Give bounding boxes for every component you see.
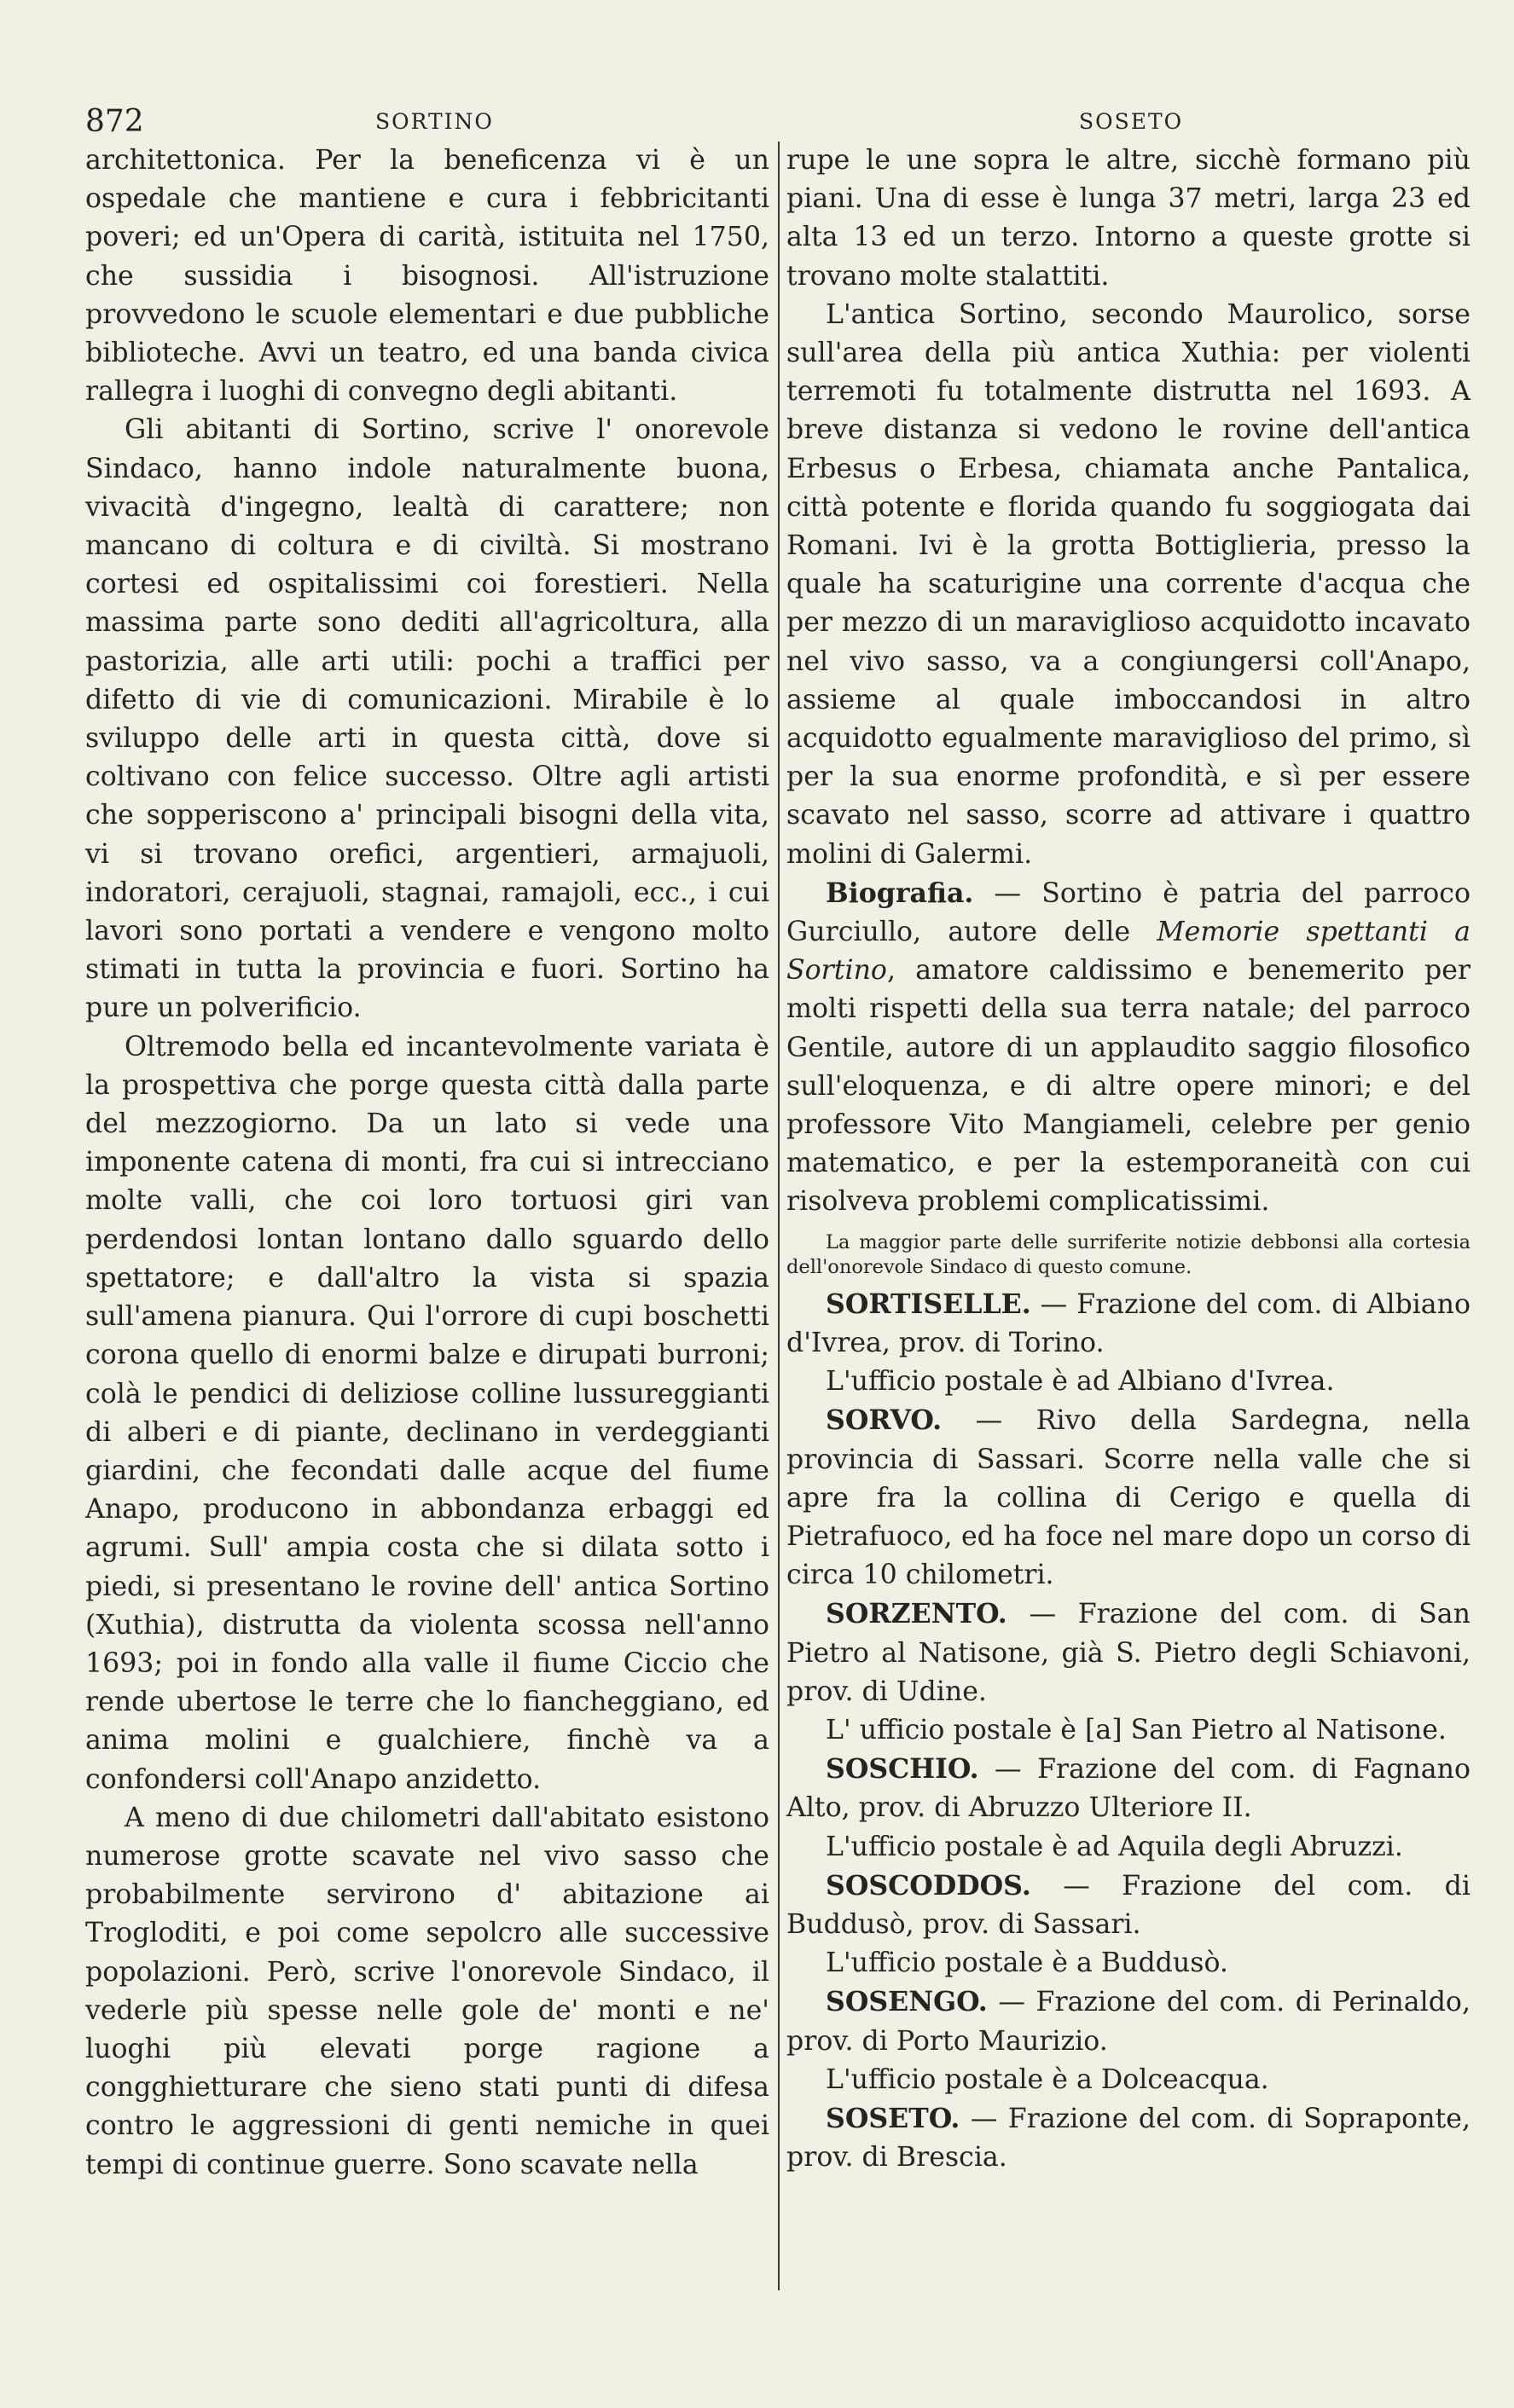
biography-text-b: , amatore caldissimo e benemerito per molti rispetti della sua terra natale; del parroco Gentile, autore di un applaudito saggio filosofico sull'eloquenza, e di altre opere minori; e del professore Vito Mangiameli, celebre per genio matematico, e per la estemporaneità con cui risolveva problemi complicatissimi. (786, 955, 1470, 1218)
entry-text: — Frazione del com. di Albiano d'Ivrea, prov. di Torino. (786, 1288, 1470, 1358)
entry-soscoddos (786, 1867, 1470, 1944)
entry-heading: SORVO. (826, 1404, 943, 1437)
entry-text: — Frazione del com. di San Pietro al Natisone, già S. Pietro degli Schiavoni, prov. di Udine. (786, 1599, 1470, 1707)
entry-text: — Frazione del com. di Sopraponte, prov. di Brescia. (786, 2103, 1470, 2174)
entry-text: — Frazione del com. di Fagnano Alto, prov. di Abruzzo Ulteriore II. (786, 1754, 1470, 1824)
biography-book-title: Memorie spettanti a Sortino (786, 917, 1470, 987)
biography-paragraph (786, 874, 1470, 1222)
entry-text: — Frazione del com. di Perinaldo, prov. di Porto Maurizio. (786, 1987, 1470, 2057)
entry-soschio (786, 1750, 1470, 1827)
entry-soschio-post: L'ufficio postale è ad Aquila degli Abruzzi. (826, 1831, 1403, 1862)
entry-heading: SOSCHIO. (826, 1753, 979, 1786)
biography-label: Biografia. (826, 877, 974, 909)
entry-soscoddos-post: L'ufficio postale è a Buddusò. (826, 1948, 1228, 1979)
biography-text-a: — Sortino è patria del parroco Gurciullo, autore delle (786, 877, 1470, 948)
right-running-head: SOSETO (1079, 109, 1184, 134)
entry-heading: SORZENTO. (826, 1598, 1007, 1630)
entry-sorzento-post: L' ufficio postale è [a] San Pietro al Natisone. (826, 1714, 1447, 1745)
left-paragraph-3: Oltremodo bella ed incantevolmente variata è la prospettiva che porge questa città dalla parte del mezzogiorno. Da un lato si vede una imponente catena di monti, fra cui si intrecciano molte valli, che coi loro tortuosi giri van perdendosi lontan lontano dallo sguardo dello spettatore; e dall'altro la vista si spazia sull'amena pianura. Qui l'orrore di cupi boschetti corona quello di enormi balze e dirupati burroni; colà le pendici di deliziose colline lussureggianti di alberi e di piante, declinano in verdeggianti giardini, che fecondati dalle acque del fiume Anapo, producono in abbondanza erbaggi ed agrumi. Sull' ampia costa che si dilata sotto i piedi, si presentano le rovine dell' antica Sortino (Xuthia), distrutta da violenta scossa nell'anno 1693; poi in fondo alla valle il fiume Ciccio che rende ubertose le terre che lo fiancheggiano, ed anima molini e gualchiere, finchè va a confondersi coll'Anapo anzidetto. (85, 1031, 769, 1795)
entry-sortiselle (786, 1285, 1470, 1363)
left-running-head: SORTINO (375, 109, 494, 134)
left-paragraph-1: architettonica. Per la beneficenza vi è un ospedale che mantiene e cura i febbricitanti poveri; ed un'Opera di carità, istituita nel 1750, che sussidia i bisognosi. All'istruzione provvedono le scuole elementari e due pubbliche biblioteche. Avvi un teatro, ed una banda civica rallegra i luoghi di convegno degli abitanti. (85, 145, 769, 408)
column-divider (778, 142, 780, 2290)
right-column (786, 142, 1470, 2324)
entry-sorzento (786, 1595, 1470, 1711)
right-paragraph-1: rupe le une sopra le altre, sicchè formano più piani. Una di esse è lunga 37 metri, larga 23 ed alta 13 ed un terzo. Intorno a queste grotte si trovano molte stalattiti. (786, 145, 1470, 292)
left-column (85, 142, 769, 2324)
entry-heading: SOSENGO. (826, 1986, 988, 2018)
entry-text: — Frazione del com. di Buddusò, prov. di Sassari. (786, 1870, 1470, 1940)
entry-sorvo (786, 1401, 1470, 1595)
entry-text: — Rivo della Sardegna, nella provincia di Sassari. Scorre nella valle che si apre fra la collina di Cerigo e quella di Pietrafuoco, ed ha foce nel mare dopo un corso di circa 10 chilometri. (786, 1405, 1470, 1591)
entry-heading: SORTISELLE. (826, 1288, 1031, 1320)
right-paragraph-2: L'antica Sortino, secondo Maurolico, sorse sull'area della più antica Xuthia: per violenti terremoti fu totalmente distrutta nel 1693. A breve distanza si vedono le rovine dell'antica Erbesus o Erbesa, chiamata anche Pantalica, città potente e florida quando fu soggiogata dai Romani. Ivi è la grotta Bottiglieria, presso la quale ha scaturigine una corrente d'acqua che per mezzo di un maraviglioso acquidotto incavato nel vivo sasso, va a congiungersi coll'Anapo, assieme al quale imboccandosi in altro acquidotto egualmente maraviglioso del primo, sì per la sua enorme profondità, e sì per essere scavato nel sasso, scorre ad attivare i quattro molini di Galermi. (786, 298, 1470, 870)
entry-heading: SOSCODDOS. (826, 1869, 1031, 1902)
entry-sosengo-post: L'ufficio postale è a Dolceacqua. (826, 2064, 1269, 2095)
entry-sosengo (786, 1983, 1470, 2060)
left-paragraph-2: Gli abitanti di Sortino, scrive l' onorevole Sindaco, hanno indole naturalmente buona, vivacità d'ingegno, lealtà di carattere; non mancano di coltura e di civiltà. Si mostrano cortesi ed ospitalissimi coi forestieri. Nella massima parte sono dediti all'agricoltura, alla pastorizia, alle arti utili: pochi a traffici per difetto di vie di comunicazioni. Mirabile è lo sviluppo delle arti in questa città, dove si coltivano con felice successo. Oltre agli artisti che sopperiscono a' principali bisogni della vita, vi si trovano orefici, argentieri, armajuoli, indoratori, cerajuoli, stagnai, ramajoli, ecc., i cui lavori sono portati a vendere e vengono molto stimati in tutta la provincia e fuori. Sortino ha pure un polverificio. (85, 414, 769, 1024)
left-paragraph-4: A meno di due chilometri dall'abitato esistono numerose grotte scavate nel vivo sasso che probabilmente servirono d' abitazione ai Trogloditi, e poi come sepolcro alle successive popolazioni. Però, scrive l'onorevole Sindaco, il vederle più spesse nelle gole de' monti e ne' luoghi più elevati porge ragione a congghietturare che sieno stati punti di difesa contro le aggressioni di genti nemiche in quei tempi di continue guerre. Sono scavate nella (85, 1802, 769, 2180)
entry-heading: SOSETO. (826, 2102, 960, 2134)
footnote: La maggior parte delle surriferite notizie debbonsi alla cortesia dell'onorevole Sindaco di questo comune. (786, 1230, 1470, 1278)
entry-sortiselle-post: L'ufficio postale è ad Albiano d'Ivrea. (826, 1366, 1335, 1398)
entry-soseto (786, 2099, 1470, 2177)
page-number: 872 (85, 104, 144, 139)
